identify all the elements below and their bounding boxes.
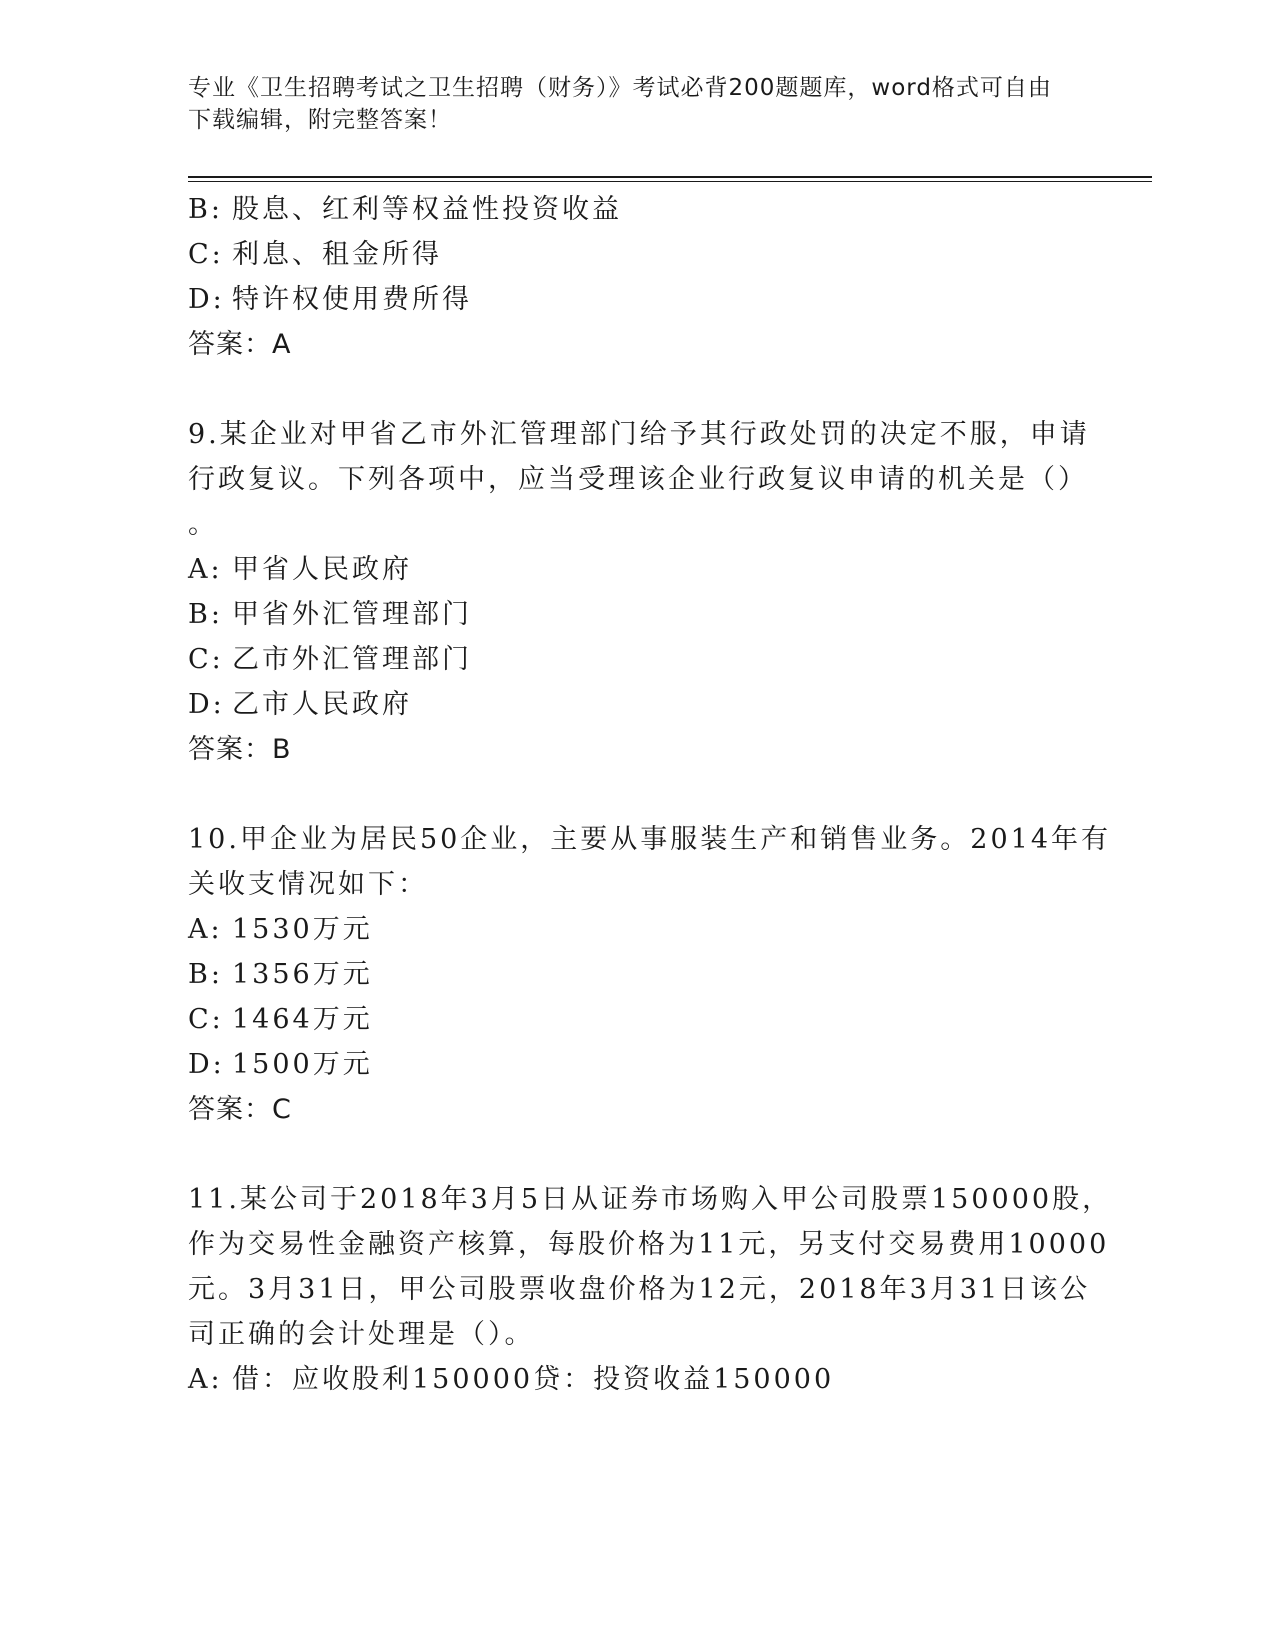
question-9 [188, 412, 1090, 772]
header-divider [188, 176, 1152, 178]
answer: 答案：C [188, 1094, 292, 1125]
answer: 答案：A [188, 329, 292, 360]
option-d: D: 乙市人民政府 [188, 689, 412, 720]
option-d: D: 1500万元 [188, 1049, 373, 1080]
header-divider-thin [188, 181, 1152, 182]
option-c: C: 乙市外汇管理部门 [188, 644, 472, 675]
document-body [188, 187, 1113, 1402]
question-text-line: 11.某公司于2018年3月5日从证券市场购入甲公司股票150000股， [188, 1184, 1113, 1215]
option-a: A: 借：应收股利150000贷：投资收益150000 [188, 1364, 835, 1395]
option-c: C: 1464万元 [188, 1004, 373, 1035]
option-d: D: 特许权使用费所得 [188, 284, 472, 315]
question-text-line: 作为交易性金融资产核算，每股价格为11元，另支付交易费用10000 [188, 1229, 1110, 1260]
option-a: A: 1530万元 [188, 914, 373, 945]
option-a: A: 甲省人民政府 [188, 554, 412, 585]
question-10 [188, 817, 1112, 1132]
question-text-line: 10.甲企业为居民50企业，主要从事服装生产和销售业务。2014年有 [188, 824, 1112, 855]
question-11 [188, 1177, 1113, 1402]
option-b: B: 1356万元 [188, 959, 373, 990]
question-text-line: 行政复议。下列各项中，应当受理该企业行政复议申请的机关是（） [188, 464, 1088, 495]
question-text-line: 9.某企业对甲省乙市外汇管理部门给予其行政处罚的决定不服，申请 [188, 419, 1090, 450]
answer: 答案：B [188, 734, 292, 765]
question-text-line: 司正确的会计处理是（）。 [188, 1319, 535, 1350]
question-text-line: 关收支情况如下： [188, 869, 428, 900]
option-b: B: 甲省外汇管理部门 [188, 599, 472, 630]
option-b: B: 股息、红利等权益性投资收益 [188, 194, 622, 225]
question-text-line: 。 [188, 509, 218, 540]
header-title: 专业《卫生招聘考试之卫生招聘（财务）》考试必背200题题库，word格式可自由下载编辑，附完整答案！ [188, 75, 1052, 133]
page-header [188, 72, 1068, 136]
question-8-continuation [188, 187, 1068, 367]
option-c: C: 利息、租金所得 [188, 239, 442, 270]
question-text-line: 元。3月31日，甲公司股票收盘价格为12元，2018年3月31日该公 [188, 1274, 1091, 1305]
